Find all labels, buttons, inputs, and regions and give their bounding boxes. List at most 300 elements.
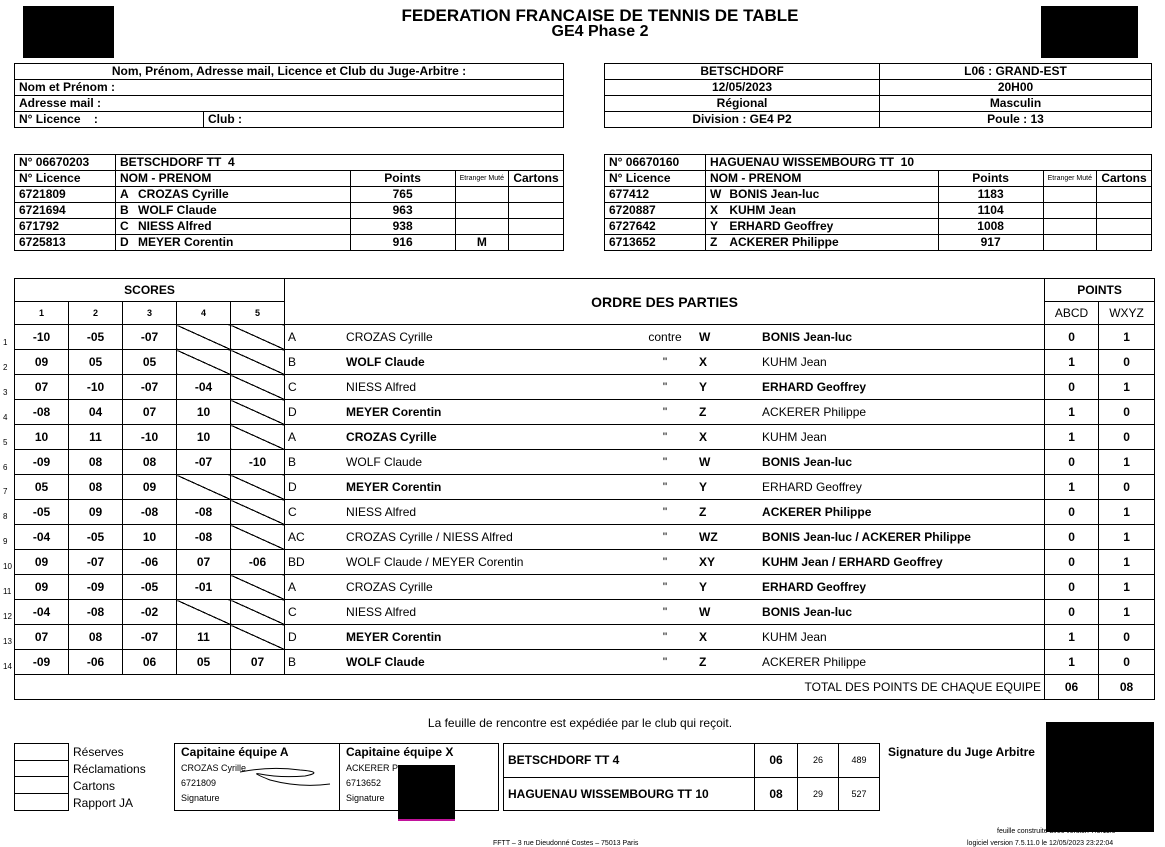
team-a-player-row <box>15 219 564 235</box>
team-x-table <box>604 154 1152 251</box>
away-player: ACKERER Philippe <box>762 405 867 419</box>
points-wxyz: 1 <box>1099 500 1155 525</box>
away-player: BONIS Jean-luc <box>762 455 853 469</box>
set-score <box>177 325 231 350</box>
set-score: -10 <box>231 450 285 475</box>
player-mute <box>1043 203 1096 219</box>
points-wxyz: 1 <box>1099 575 1155 600</box>
points-wxyz: 0 <box>1099 350 1155 375</box>
points-abcd: 0 <box>1045 550 1099 575</box>
captain-x-title: Capitaine équipe X <box>346 745 454 759</box>
referee-heading: Nom, Prénom, Adresse mail, Licence et Club du Juge-Arbitre : <box>15 64 564 80</box>
page-subtitle: GE4 Phase 2 <box>551 23 649 40</box>
row-number: 1 <box>3 338 8 347</box>
team-x-player-row <box>605 203 1152 219</box>
set-header: 4 <box>177 302 231 325</box>
match-order <box>285 425 1045 450</box>
match-row <box>15 475 1155 500</box>
set-score: 07 <box>15 625 69 650</box>
redacted-logo-right <box>1041 6 1138 58</box>
home-player: MEYER Corentin <box>346 405 442 419</box>
set-score: -07 <box>123 325 177 350</box>
set-score <box>231 600 285 625</box>
set-score: -06 <box>69 650 123 675</box>
set-score: 10 <box>177 425 231 450</box>
away-player: KUHM Jean <box>762 430 827 444</box>
order-header: ORDRE DES PARTIES <box>285 279 1045 325</box>
referee-club-label: Club : <box>204 112 564 128</box>
set-score: 07 <box>231 650 285 675</box>
player-letter: W <box>706 187 726 203</box>
match-row <box>15 575 1155 600</box>
home-player: WOLF Claude <box>346 355 425 369</box>
captain-x-name: ACKERER P <box>346 763 399 773</box>
home-player: MEYER Corentin <box>346 480 442 494</box>
captain-a-box <box>174 743 340 811</box>
points-wxyz: 1 <box>1099 525 1155 550</box>
match-order <box>285 575 1045 600</box>
away-player: ERHARD Geoffrey <box>762 580 867 594</box>
versus-label: " <box>662 405 668 419</box>
player-mute <box>1043 187 1096 203</box>
set-score: -05 <box>69 325 123 350</box>
summary-score-a: 06 <box>755 744 798 778</box>
player-licence: 6721694 <box>15 203 116 219</box>
home-player: CROZAS Cyrille / NIESS Alfred <box>346 530 513 544</box>
points-abcd: 0 <box>1045 525 1099 550</box>
team-x-player-row <box>605 187 1152 203</box>
rapport-ja-checkbox[interactable] <box>14 794 69 811</box>
player-licence: 6713652 <box>605 235 706 251</box>
player-points: 1104 <box>938 203 1043 219</box>
player-cards <box>1097 219 1152 235</box>
checkbox-group <box>14 743 146 811</box>
points-wxyz: 0 <box>1099 650 1155 675</box>
away-code: W <box>699 330 711 344</box>
match-order <box>285 475 1045 500</box>
set-score: 05 <box>123 350 177 375</box>
checkbox-label: Réclamations <box>73 761 146 776</box>
points-abcd: 1 <box>1045 625 1099 650</box>
versus-label: " <box>662 630 668 644</box>
shipping-note: La feuille de rencontre est expédiée par le club qui reçoit. <box>427 716 733 730</box>
player-letter: D <box>116 235 135 251</box>
set-score: -04 <box>177 375 231 400</box>
player-letter: C <box>116 219 135 235</box>
row-number: 10 <box>3 562 12 572</box>
player-name: WOLF Claude <box>134 203 350 219</box>
abcd-header: ABCD <box>1045 302 1099 325</box>
row-number: 13 <box>3 636 12 646</box>
set-score: -07 <box>123 375 177 400</box>
team-x-foreign-header: Etranger Muté <box>1043 171 1096 187</box>
points-abcd: 0 <box>1045 375 1099 400</box>
player-mute <box>1043 235 1096 251</box>
match-row <box>15 650 1155 675</box>
away-player: ERHARD Geoffrey <box>762 380 867 394</box>
team-x-player-row <box>605 235 1152 251</box>
set-score <box>231 400 285 425</box>
player-points: 1183 <box>938 187 1043 203</box>
set-score <box>231 475 285 500</box>
set-score: -09 <box>69 575 123 600</box>
player-mute: M <box>455 235 508 251</box>
match-order <box>285 525 1045 550</box>
away-code: X <box>699 355 708 369</box>
checkbox-row <box>14 743 146 760</box>
player-name: BONIS Jean-luc <box>725 187 938 203</box>
away-player: ACKERER Philippe <box>762 655 867 669</box>
referee-table <box>14 63 564 128</box>
team-x-name-header: NOM - PRENOM <box>706 171 939 187</box>
match-time: 20H00 <box>880 80 1152 96</box>
versus-label: " <box>662 580 668 594</box>
team-x-licence-header: N° Licence <box>605 171 706 187</box>
set-score: -08 <box>123 500 177 525</box>
set-score: 07 <box>123 400 177 425</box>
player-points: 917 <box>938 235 1043 251</box>
match-row <box>15 350 1155 375</box>
summary-team-x: HAGUENAU WISSEMBOURG TT 10 <box>504 778 755 811</box>
home-code: D <box>288 405 297 419</box>
player-name: NIESS Alfred <box>134 219 350 235</box>
match-division: Division : GE4 P2 <box>605 112 880 128</box>
points-abcd: 1 <box>1045 350 1099 375</box>
home-player: MEYER Corentin <box>346 630 442 644</box>
reserves-checkbox[interactable] <box>14 743 69 761</box>
home-code: C <box>288 380 297 394</box>
row-number: 6 <box>3 462 8 472</box>
versus-label: " <box>662 605 668 619</box>
wxyz-header: WXYZ <box>1099 302 1155 325</box>
set-score: 09 <box>69 500 123 525</box>
match-gender: Masculin <box>880 96 1152 112</box>
player-licence: 677412 <box>605 187 706 203</box>
row-number: 9 <box>3 537 8 547</box>
row-number: 14 <box>3 661 12 671</box>
set-score: -08 <box>69 600 123 625</box>
versus-label: " <box>662 555 668 569</box>
versus-label: " <box>662 505 668 519</box>
footer-built: feuille construite avec version 7.5.11.0 <box>997 828 1116 835</box>
match-row <box>15 600 1155 625</box>
home-player: CROZAS Cyrille <box>346 430 437 444</box>
team-a-table <box>14 154 564 251</box>
total-wxyz: 08 <box>1099 675 1155 700</box>
player-name: CROZAS Cyrille <box>134 187 350 203</box>
match-level: Régional <box>605 96 880 112</box>
home-code: AC <box>288 530 305 544</box>
team-x-player-row <box>605 219 1152 235</box>
player-points: 938 <box>350 219 455 235</box>
player-points: 916 <box>350 235 455 251</box>
match-info-table <box>604 63 1152 128</box>
captain-a-name: CROZAS Cyrille <box>181 763 247 773</box>
set-score: 10 <box>177 400 231 425</box>
away-code: Y <box>699 480 708 494</box>
match-date: 12/05/2023 <box>605 80 880 96</box>
referee-signature-label: Signature du Juge Arbitre <box>888 745 1035 759</box>
versus-label: " <box>662 530 668 544</box>
set-score: 07 <box>177 550 231 575</box>
set-score: -10 <box>15 325 69 350</box>
home-code: A <box>288 330 297 344</box>
match-pool: Poule : 13 <box>880 112 1152 128</box>
set-score: 05 <box>15 475 69 500</box>
summary-score-x: 08 <box>755 778 798 811</box>
player-cards <box>509 203 564 219</box>
points-abcd: 1 <box>1045 425 1099 450</box>
player-cards <box>1097 203 1152 219</box>
referee-email-label: Adresse mail : <box>15 96 564 112</box>
away-code: XY <box>699 555 716 569</box>
match-order <box>285 550 1045 575</box>
checkbox-label: Rapport JA <box>73 795 134 810</box>
set-score: -07 <box>123 625 177 650</box>
player-name: KUHM Jean <box>725 203 938 219</box>
away-player: ACKERER Philippe <box>762 505 872 519</box>
home-player: WOLF Claude <box>346 655 425 669</box>
set-score: 09 <box>123 475 177 500</box>
summary-sets-x: 29 <box>798 778 839 811</box>
set-score: -10 <box>69 375 123 400</box>
home-player: CROZAS Cyrille <box>346 580 433 594</box>
versus-label: contre <box>648 330 682 344</box>
points-wxyz: 1 <box>1099 325 1155 350</box>
away-code: W <box>699 605 711 619</box>
summary-sets-a: 26 <box>798 744 839 778</box>
team-a-name: BETSCHDORF TT 4 <box>116 155 564 171</box>
away-code: Z <box>699 505 707 519</box>
match-row <box>15 625 1155 650</box>
checkbox-row <box>14 760 146 777</box>
set-score: -01 <box>177 575 231 600</box>
player-letter: X <box>706 203 726 219</box>
away-player: KUHM Jean / ERHARD Geoffrey <box>762 555 943 569</box>
team-a-player-row <box>15 235 564 251</box>
points-wxyz: 0 <box>1099 400 1155 425</box>
set-header: 5 <box>231 302 285 325</box>
set-score <box>231 375 285 400</box>
away-player: BONIS Jean-luc <box>762 605 853 619</box>
player-cards <box>509 235 564 251</box>
home-code: C <box>288 505 297 519</box>
away-code: Y <box>699 380 708 394</box>
match-order <box>285 400 1045 425</box>
set-score <box>231 350 285 375</box>
player-letter: B <box>116 203 135 219</box>
set-score <box>177 600 231 625</box>
match-order <box>285 650 1045 675</box>
team-a-points-header: Points <box>350 171 455 187</box>
match-row <box>15 400 1155 425</box>
points-header: POINTS <box>1045 279 1155 302</box>
signature-mark <box>398 819 455 821</box>
checkbox-label: Réserves <box>73 744 124 759</box>
player-name: ERHARD Geoffrey <box>725 219 938 235</box>
checkbox-row <box>14 777 146 794</box>
footer-address: FFTT – 3 rue Dieudonné Costes – 75013 Paris <box>493 840 639 847</box>
player-cards <box>1097 235 1152 251</box>
matches-table <box>14 278 1155 700</box>
home-code: BD <box>288 555 305 569</box>
team-a-player-row <box>15 187 564 203</box>
set-score: -05 <box>123 575 177 600</box>
set-score: 08 <box>123 450 177 475</box>
away-player: ERHARD Geoffrey <box>762 480 862 494</box>
home-player: WOLF Claude <box>346 455 423 469</box>
captain-a-signature-label: Signature <box>181 793 220 803</box>
match-row <box>15 525 1155 550</box>
points-wxyz: 1 <box>1099 450 1155 475</box>
captain-a-licence: 6721809 <box>181 778 217 788</box>
player-points: 1008 <box>938 219 1043 235</box>
set-score: -08 <box>15 400 69 425</box>
set-score: -07 <box>177 450 231 475</box>
points-wxyz: 0 <box>1099 625 1155 650</box>
home-player: NIESS Alfred <box>346 505 417 519</box>
away-code: Y <box>699 580 708 594</box>
row-number: 2 <box>3 362 8 372</box>
captain-a-signature <box>230 762 335 792</box>
set-score: 05 <box>69 350 123 375</box>
player-mute <box>455 187 508 203</box>
set-score: -02 <box>123 600 177 625</box>
points-abcd: 0 <box>1045 325 1099 350</box>
cartons-checkbox[interactable] <box>14 777 69 794</box>
points-abcd: 0 <box>1045 500 1099 525</box>
player-mute <box>455 219 508 235</box>
points-abcd: 1 <box>1045 400 1099 425</box>
player-cards <box>1097 187 1152 203</box>
page-title: FEDERATION FRANCAISE DE TENNIS DE TABLE <box>401 6 799 25</box>
points-abcd: 1 <box>1045 475 1099 500</box>
points-wxyz: 1 <box>1099 600 1155 625</box>
versus-label: " <box>662 355 668 369</box>
set-score: 11 <box>69 425 123 450</box>
match-order <box>285 450 1045 475</box>
away-player: BONIS Jean-luc <box>762 330 853 344</box>
row-number: 3 <box>3 387 8 397</box>
set-score: 08 <box>69 625 123 650</box>
player-mute <box>455 203 508 219</box>
match-order <box>285 625 1045 650</box>
set-score <box>231 625 285 650</box>
set-score: -07 <box>69 550 123 575</box>
player-name: ACKERER Philippe <box>725 235 938 251</box>
away-player: KUHM Jean <box>762 355 827 369</box>
home-code: A <box>288 430 297 444</box>
summary-team-a: BETSCHDORF TT 4 <box>504 744 755 778</box>
player-cards <box>509 187 564 203</box>
summary-table <box>503 743 880 811</box>
points-wxyz: 1 <box>1099 550 1155 575</box>
match-row <box>15 450 1155 475</box>
match-order <box>285 325 1045 350</box>
set-score: 08 <box>69 475 123 500</box>
player-letter: A <box>116 187 135 203</box>
set-score: 09 <box>15 575 69 600</box>
team-a-licence-header: N° Licence <box>15 171 116 187</box>
team-a-cards-header: Cartons <box>509 171 564 187</box>
total-label: TOTAL DES POINTS DE CHAQUE EQUIPE <box>15 675 1045 700</box>
redacted-referee-signature <box>1046 722 1154 832</box>
player-letter: Y <box>706 219 726 235</box>
away-player: KUHM Jean <box>762 630 827 644</box>
set-score: -04 <box>15 525 69 550</box>
captain-x-licence: 6713652 <box>346 778 382 788</box>
set-score <box>231 575 285 600</box>
set-score: -06 <box>231 550 285 575</box>
team-a-name-header: NOM - PRENOM <box>116 171 351 187</box>
set-score: -09 <box>15 450 69 475</box>
set-header: 2 <box>69 302 123 325</box>
away-code: X <box>699 630 708 644</box>
row-number: 11 <box>3 587 12 596</box>
home-code: B <box>288 455 297 469</box>
match-order <box>285 500 1045 525</box>
set-header: 1 <box>15 302 69 325</box>
reclamations-checkbox[interactable] <box>14 760 69 777</box>
match-order <box>285 350 1045 375</box>
away-code: W <box>699 455 711 469</box>
player-points: 963 <box>350 203 455 219</box>
checkbox-row <box>14 794 146 811</box>
captain-a-title: Capitaine équipe A <box>181 745 289 759</box>
points-wxyz: 0 <box>1099 475 1155 500</box>
row-number: 8 <box>3 512 8 522</box>
set-score: 09 <box>15 550 69 575</box>
set-score: 11 <box>177 625 231 650</box>
match-row <box>15 325 1155 350</box>
team-a-foreign-header: Etranger Muté <box>455 171 508 187</box>
row-number: 7 <box>3 487 8 497</box>
set-score: 10 <box>15 425 69 450</box>
set-score: -06 <box>123 550 177 575</box>
set-score: 07 <box>15 375 69 400</box>
redacted-signature-x <box>398 765 455 821</box>
set-score: 04 <box>69 400 123 425</box>
player-licence: 6725813 <box>15 235 116 251</box>
home-code: B <box>288 355 297 369</box>
points-wxyz: 0 <box>1099 425 1155 450</box>
set-score: -05 <box>15 500 69 525</box>
set-score: 05 <box>177 650 231 675</box>
points-wxyz: 1 <box>1099 375 1155 400</box>
match-league: L06 : GRAND-EST <box>880 64 1152 80</box>
versus-label: " <box>662 455 668 469</box>
match-row <box>15 550 1155 575</box>
team-x-points-header: Points <box>938 171 1043 187</box>
versus-label: " <box>662 430 668 444</box>
match-order <box>285 375 1045 400</box>
away-code: Z <box>699 405 707 419</box>
home-player: CROZAS Cyrille <box>346 330 433 344</box>
home-code: C <box>288 605 297 619</box>
scores-header: SCORES <box>15 279 285 302</box>
home-code: D <box>288 630 297 644</box>
points-abcd: 0 <box>1045 600 1099 625</box>
summary-points-x: 527 <box>839 778 880 811</box>
player-cards <box>509 219 564 235</box>
set-score <box>231 500 285 525</box>
row-number: 4 <box>3 412 8 422</box>
match-row <box>15 375 1155 400</box>
player-licence: 6721809 <box>15 187 116 203</box>
points-abcd: 0 <box>1045 450 1099 475</box>
set-score <box>177 350 231 375</box>
match-row <box>15 500 1155 525</box>
